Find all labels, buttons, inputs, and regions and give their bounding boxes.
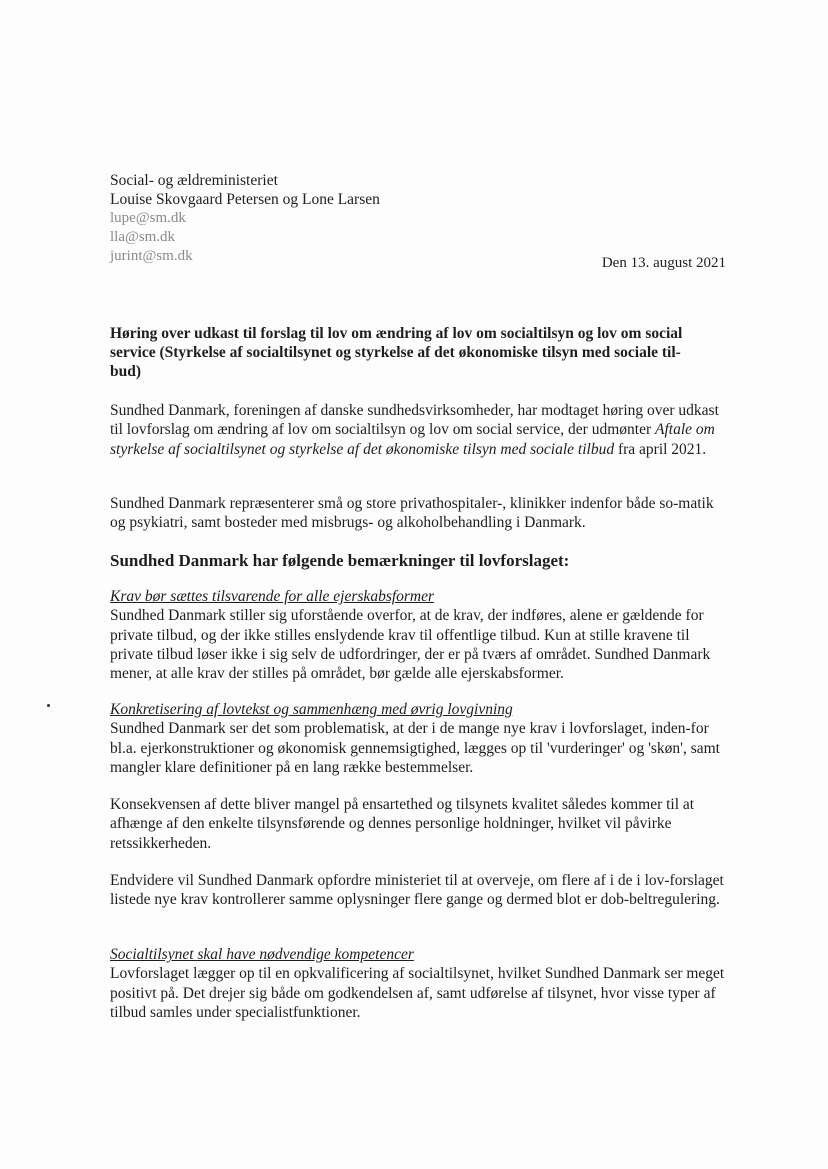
section-3-paragraph: Lovforslaget lægger op til en opkvalificering af socialtilsynet, hvilket Sundhed Danmark ser meget positivt på. Det drejer sig både om godkendelsen af, samt udførelse af tilsynet, hvor visse typer af tilbud samles under specialistfunktioner.	[110, 965, 725, 1021]
section-2-paragraph-3: Endvidere vil Sundhed Danmark opfordre ministeriet til at overveje, om flere af i de i lov-forslaget listede nye krav kontrollerer samme oplysninger flere gange og dermed blot er dob-beltregulering.	[110, 872, 724, 909]
representation-paragraph: Sundhed Danmark repræsenterer små og store privathospitaler-, klinikker indenfor både so-matik og psykiatri, samt bosteder med misbrugs- og alkoholbehandling i Danmark.	[110, 495, 714, 532]
intro-tail: fra april 2021.	[617, 440, 707, 458]
recipient-names: Louise Skovgaard Petersen og Lone Larsen	[110, 191, 380, 208]
section-2	[110, 700, 725, 777]
email-2[interactable]: lla@sm.dk	[110, 229, 176, 245]
email-3[interactable]: jurint@sm.dk	[110, 248, 193, 264]
recipient-address	[110, 171, 380, 266]
intro-text: Sundhed Danmark, foreningen af danske sundhedsvirksomheder, har modtaget høring over udkast til lovforslag om ændring af lov om socialtilsyn og lov om social service, der udmønter	[110, 402, 719, 439]
section-3	[110, 945, 725, 1022]
section-2-heading: Konkretisering af lovtekst og sammenhæng med øvrig lovgivning	[110, 701, 513, 718]
intro-paragraph	[110, 401, 725, 459]
section-1-paragraph: Sundhed Danmark stiller sig uforstående overfor, at de krav, der indføres, alene er gældende for private tilbud, og der ikke stilles enslydende krav til offentlige tilbud. Kun at stille kravene til private tilbud løser ikke i sig selv de udfordringer, der er på tværs af området. Sundhed Danmark mener, at alle krav der stilles på området, bør gælde alle ejerskabsformer.	[110, 607, 711, 683]
section-3-heading: Socialtilsynet skal have nødvendige kompetencer	[110, 946, 414, 963]
recipient-org: Social- og ældreministeriet	[110, 172, 278, 189]
section-1-heading: Krav bør sættes tilsvarende for alle ejerskabsformer	[110, 588, 435, 605]
letter-title: Høring over udkast til forslag til lov om ændring af lov om socialtilsyn og lov om social service (Styrkelse af socialtilsynet og styrkelse af det økonomiske tilsyn med sociale til-bud)	[110, 325, 683, 380]
section-2-paragraph-1: Sundhed Danmark ser det som problematisk, at der i de mange nye krav i lovforslaget, inden-for bl.a. ejerkonstruktioner og økonomisk gennemsigtighed, lægges op til 'vurderinger' og 'skøn', samt mangler klare definitioner på en lang række bestemmelser.	[110, 720, 720, 776]
letter-date: Den 13. august 2021	[601, 255, 726, 271]
email-1[interactable]: lupe@sm.dk	[110, 210, 186, 226]
section-2-paragraph-2: Konsekvensen af dette bliver mangel på ensartethed og tilsynets kvalitet således kommer til at afhænge af den enkelte tilsynsførende og dennes personlige holdninger, hvilket vil påvirke retssikkerheden.	[110, 796, 695, 852]
section-1	[110, 587, 725, 683]
intro-italic: Aftale om styrkelse af socialtilsynet og styrkelse af det økonomiske tilsyn med sociale tilbud	[110, 421, 715, 458]
section-heading: Sundhed Danmark har følgende bemærkninger til lovforslaget:	[110, 551, 570, 570]
scan-speck	[47, 704, 50, 707]
